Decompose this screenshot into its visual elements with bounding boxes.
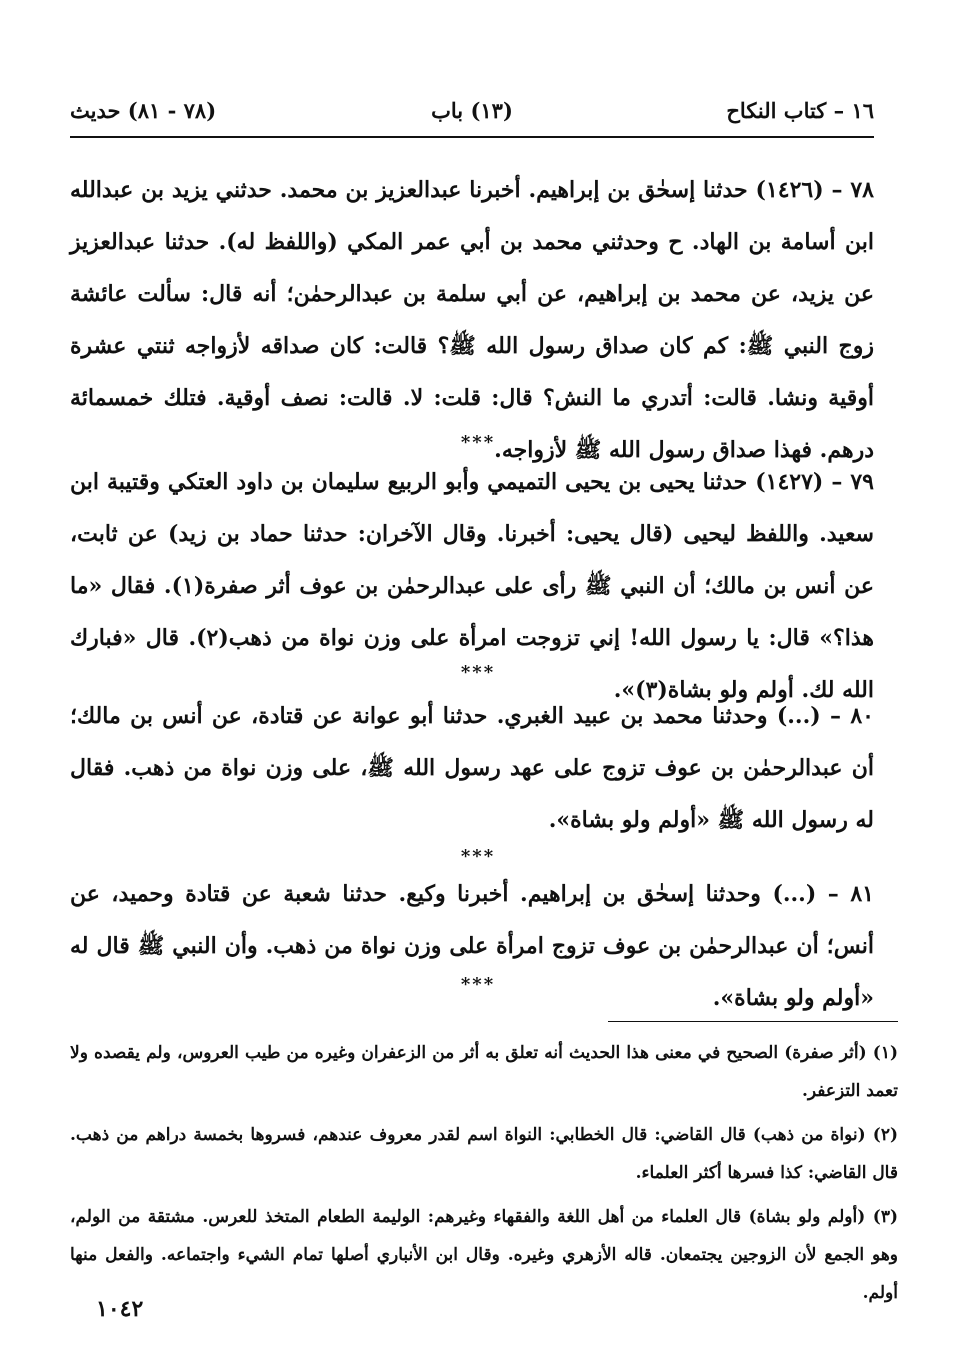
separator-stars: *** [460,432,496,453]
hadith-range: (٧٨ - ٨١) حديث [70,98,217,123]
hadith-text: ٧٩ – (١٤٢٧) حدثنا يحيى بن يحيى التميمي وأبو الربيع سليمان بن داود العتكي وقتيبة ابن سعيد. واللفظ ليحيى (قال يحيى: أخبرنا. وقال الآخران: حدثنا حماد بن زيد) عن ثابت، عن أنس بن مالك؛ أن النبي ﷺ رأى على عبدالرحمٰن بن عوف أثر صفرة(١). فقال «ما هذا؟» قال: يا رسول الله! إني تزوجت امرأة على وزن نواة من ذهب(٢). قال «فبارك الله لك. أولم ولو بشاة(٣)». [70,469,874,703]
page-header [70,92,874,132]
book-title: ١٦ – كتاب النكاح [726,98,874,123]
hadith-81 [70,868,874,1024]
page-number: ١٠٤٢ [96,1296,144,1322]
separator-stars: *** [460,662,496,683]
hadith-text: ٨٠ – (...) وحدثنا محمد بن عبيد الغبري. حدثنا أبو عوانة عن قتادة، عن أنس بن مالك؛ أن عبدالرحمٰن بن عوف تزوج على عهد رسول الله ﷺ، على وزن نواة من ذهب. فقال له رسول الله ﷺ «أولم ولو بشاة». [70,703,874,833]
footnote-divider [608,1021,898,1022]
hadith-78 [70,164,874,476]
header-divider [70,136,874,138]
chapter-label: (١٣) باب [431,98,513,123]
footnote-1: (١) (أثر صفرة) الصحيح في معنى هذا الحديث أنه تعلق به أثر من الزعفران وغيره من طيب العروس، ولم يقصده ولا تعمد التزعفر. [70,1043,898,1101]
footnote-2: (٢) (نواة من ذهب) قال القاضي: قال الخطابي: النواة اسم لقدر معروف عندهم، فسروها بخمسة دراهم من ذهب. قال القاضي: كذا فسرها أكثر العلماء. [70,1125,898,1183]
separator-stars: *** [460,846,496,867]
separator-stars: *** [460,974,496,995]
hadith-text: ٨١ – (...) وحدثنا إسحٰق بن إبراهيم. أخبرنا وكيع. حدثنا شعبة عن قتادة وحميد، عن أنس؛ أن عبدالرحمٰن بن عوف تزوج امرأة على وزن نواة من ذهب. وأن النبي ﷺ قال له «أولم ولو بشاة». [70,881,874,1011]
hadith-80 [70,690,874,846]
hadith-text: ٧٨ – (١٤٢٦) حدثنا إسحٰق بن إبراهيم. أخبرنا عبدالعزيز بن محمد. حدثني يزيد بن عبدالله ابن أسامة بن الهاد. ح وحدثني محمد بن أبي عمر المكي (واللفظ له). حدثنا عبدالعزيز عن يزيد، عن محمد بن إبراهيم، عن أبي سلمة بن عبدالرحمٰن؛ أنه قال: سألت عائشة زوج النبي ﷺ: كم كان صداق رسول الله ﷺ؟ قالت: كان صداقه لأزواجه ثنتي عشرة أوقية ونشا. قالت: أتدري ما النش؟ قال: قلت: لا. قالت: نصف أوقية. فتلك خمسمائة درهم. فهذا صداق رسول الله ﷺ لأزواجه. [70,177,874,463]
footnotes [70,1034,898,1318]
footnote-3: (٣) (أولم ولو بشاة) قال العلماء من أهل اللغة والفقهاء وغيرهم: الوليمة الطعام المتخذ للعرس. مشتقة من الولم، وهو الجمع لأن الزوجين يجتمعان. قاله الأزهري وغيره. وقال ابن الأنباري أصلها تمام الشيء واجتماعه. والفعل منها أولم. [70,1207,898,1303]
